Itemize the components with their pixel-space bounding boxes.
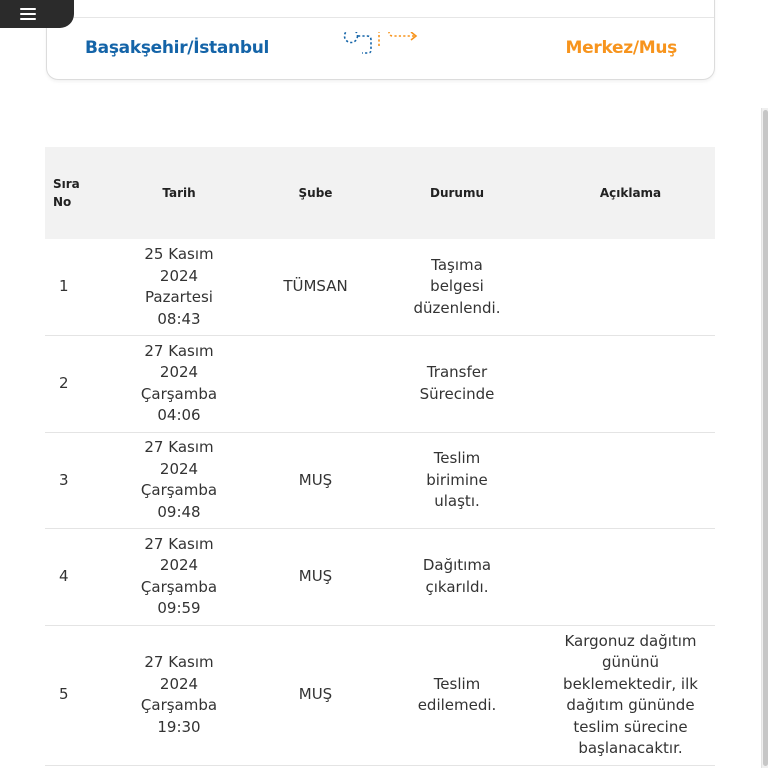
route-path-icon — [337, 32, 423, 66]
status-cell: Teslim edilemedi. — [368, 625, 546, 765]
hamburger-icon — [20, 8, 36, 20]
table-row — [45, 529, 715, 626]
header-date: Tarih — [95, 147, 263, 239]
date-cell: 27 Kasım 2024 Çarşamba 19:30 — [95, 625, 263, 765]
branch-cell: MUŞ — [263, 529, 368, 626]
table-header-row — [45, 147, 715, 239]
row-number-cell: 2 — [45, 336, 95, 433]
row-number-cell: 4 — [45, 529, 95, 626]
destination-location: Merkez/Muş — [565, 38, 677, 58]
header-status: Durumu — [368, 147, 546, 239]
description-cell: Kargonuz dağıtım gününü beklemektedir, ilk dağıtım gününde teslim sürecine başlanacaktır. — [546, 625, 715, 765]
description-cell — [546, 239, 715, 336]
tracking-history-table — [45, 147, 715, 766]
route-card-divider — [47, 17, 714, 18]
description-cell — [546, 432, 715, 529]
route-card — [46, 0, 715, 80]
date-cell: 25 Kasım 2024 Pazartesi 08:43 — [95, 239, 263, 336]
date-cell: 27 Kasım 2024 Çarşamba 09:59 — [95, 529, 263, 626]
vertical-scrollbar[interactable] — [761, 108, 768, 768]
menu-button[interactable] — [0, 0, 74, 28]
origin-location: Başakşehir/İstanbul — [85, 38, 270, 58]
table-row — [45, 625, 715, 765]
branch-cell: MUŞ — [263, 432, 368, 529]
scrollbar-thumb[interactable] — [763, 110, 768, 766]
row-number-cell: 5 — [45, 625, 95, 765]
branch-cell: TÜMSAN — [263, 239, 368, 336]
description-cell — [546, 529, 715, 626]
table-row — [45, 432, 715, 529]
header-description: Açıklama — [546, 147, 715, 239]
date-cell: 27 Kasım 2024 Çarşamba 09:48 — [95, 432, 263, 529]
row-number-cell: 3 — [45, 432, 95, 529]
table-body — [45, 239, 715, 765]
status-cell: Dağıtıma çıkarıldı. — [368, 529, 546, 626]
header-row-number: Sıra No — [45, 147, 95, 239]
date-cell: 27 Kasım 2024 Çarşamba 04:06 — [95, 336, 263, 433]
table-row — [45, 336, 715, 433]
status-cell: Teslim birimine ulaştı. — [368, 432, 546, 529]
header-branch: Şube — [263, 147, 368, 239]
table-row — [45, 239, 715, 336]
branch-cell: MUŞ — [263, 625, 368, 765]
row-number-cell: 1 — [45, 239, 95, 336]
status-cell: Taşıma belgesi düzenlendi. — [368, 239, 546, 336]
branch-cell — [263, 336, 368, 433]
description-cell — [546, 336, 715, 433]
status-cell: Transfer Sürecinde — [368, 336, 546, 433]
